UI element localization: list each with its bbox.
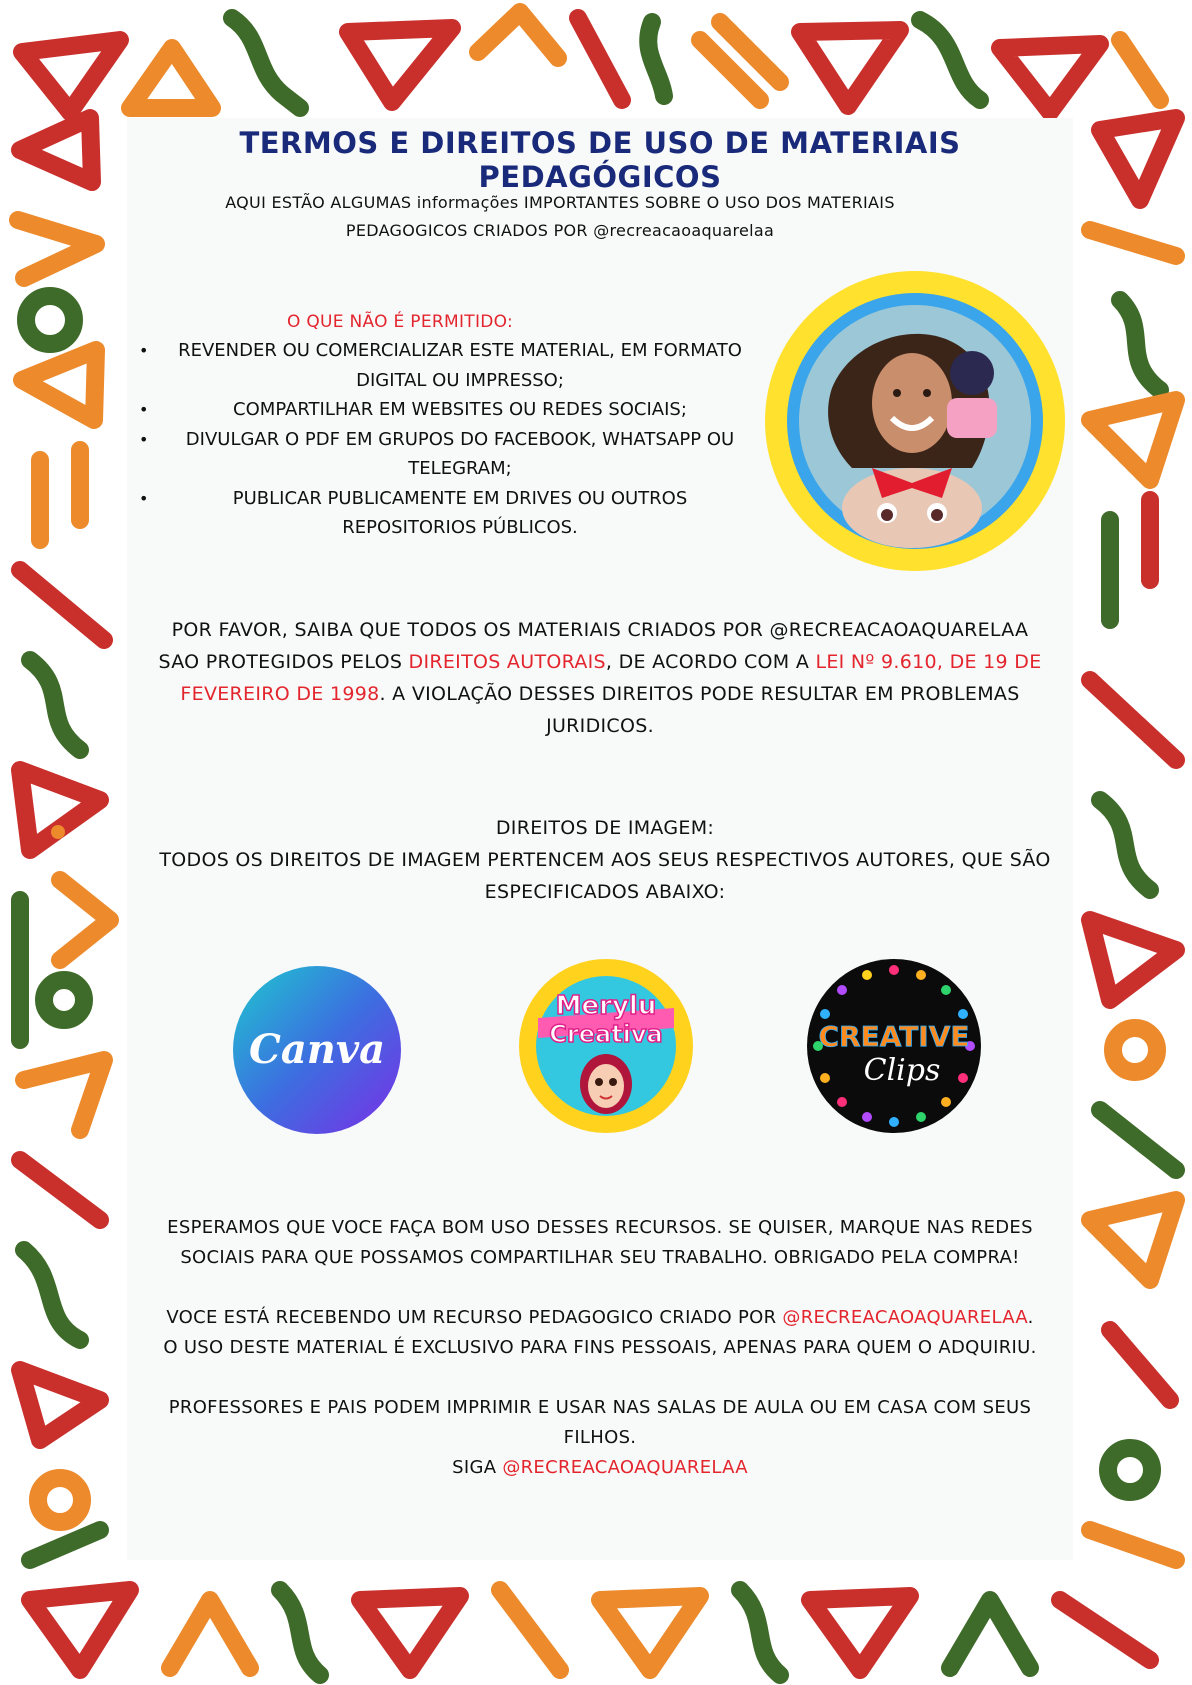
- list-item-text: DIVULGAR O PDF EM GRUPOS DO FACEBOOK, WHATSAPP OU TELEGRAM;: [185, 428, 735, 479]
- image-rights-heading: DIREITOS DE IMAGEM:: [495, 817, 715, 839]
- creative-wordmark: CREATIVE: [818, 1020, 970, 1053]
- list-item-text: PUBLICAR PUBLICAMENTE EM DRIVES OU OUTROS REPOSITORIOS PÚBLICOS.: [232, 487, 688, 538]
- list-item-text: REVENDER OU COMERCIALIZAR ESTE MATERIAL, EM FORMATO DIGITAL OU IMPRESSO;: [178, 340, 742, 391]
- copyright-highlight: DIREITOS AUTORAIS: [408, 651, 606, 673]
- canva-wordmark: Canva: [249, 1026, 385, 1073]
- image-rights-line-2: ESPECIFICADOS ABAIXO:: [484, 881, 726, 903]
- closing-text: VOCE ESTÁ RECEBENDO UM RECURSO PEDAGOGICO CRIADO POR: [166, 1307, 783, 1328]
- merylu-text-2: Creativa: [549, 1020, 663, 1048]
- image-rights-section: [150, 812, 1060, 908]
- creative-clips-logo: [806, 958, 982, 1134]
- profile-photo: [762, 268, 1068, 574]
- intro-line-2: PEDAGOGICOS CRIADOS POR: [345, 221, 594, 240]
- copyright-text-3: . A VIOLAÇÃO DESSES DIREITOS PODE RESULTAR EM PROBLEMAS JURIDICOS.: [379, 683, 1020, 737]
- list-item: [139, 395, 750, 425]
- clips-wordmark: Clips: [863, 1053, 941, 1088]
- merylu-creativa-logo: [518, 958, 694, 1134]
- copyright-text-1: POR FAVOR, SAIBA QUE TODOS OS MATERIAIS CRIADOS POR @RECREACAOAQUARELAA SAO PROTEGIDOS PELOS: [158, 619, 1029, 673]
- law-reference: LEI Nº 9.610, DE 19 DE FEVEREIRO DE 1998: [180, 651, 1042, 705]
- intro-text: [170, 189, 950, 245]
- bullet-icon: •: [139, 400, 149, 419]
- not-permitted-heading: O QUE NÃO É PERMITIDO:: [286, 312, 514, 332]
- intro-handle: @recreacaoaquarelaa: [593, 221, 775, 240]
- closing-text-2: . O USO DESTE MATERIAL É EXCLUSIVO PARA FINS PESSOAIS, APENAS PARA QUEM O ADQUIRIU.: [163, 1307, 1037, 1358]
- list-item: [139, 336, 750, 395]
- closing-paragraph-3: PROFESSORES E PAIS PODEM IMPRIMIR E USAR NAS SALAS DE AULA OU EM CASA COM SEUS FILHOS.: [168, 1397, 1032, 1448]
- bullet-icon: •: [139, 341, 149, 360]
- intro-line-1: AQUI ESTÃO ALGUMAS informações IMPORTANTES SOBRE O USO DOS MATERIAIS: [225, 193, 895, 212]
- list-item: [139, 425, 750, 484]
- bullet-icon: •: [139, 488, 149, 508]
- not-permitted-list: [139, 336, 750, 543]
- closing-handle: @RECREACAOAQUARELAA: [782, 1307, 1028, 1328]
- canva-logo: [232, 965, 402, 1135]
- bullet-icon: •: [139, 429, 149, 449]
- copyright-paragraph: [150, 614, 1050, 742]
- merylu-text-1: Merylu: [555, 991, 657, 1021]
- image-rights-line: TODOS OS DIREITOS DE IMAGEM PERTENCEM AOS SEUS RESPECTIVOS AUTORES, QUE SÃO: [159, 849, 1051, 871]
- list-item-text: COMPARTILHAR EM WEBSITES OU REDES SOCIAIS;: [233, 399, 687, 420]
- follow-text: SIGA: [452, 1457, 503, 1478]
- follow-handle: @RECREACAOAQUARELAA: [502, 1457, 748, 1478]
- closing-paragraph-1: ESPERAMOS QUE VOCE FAÇA BOM USO DESSES RECURSOS. SE QUISER, MARQUE NAS REDES SOCIAIS PARA QUE POSSAMOS COMPARTILHAR SEU TRABALHO. OBRIGADO PELA COMPRA!: [167, 1217, 1033, 1268]
- copyright-text-2: , DE ACORDO COM A: [605, 651, 816, 673]
- list-item: [139, 484, 750, 543]
- follow-line: [160, 1453, 1040, 1483]
- closing-section: [160, 1213, 1040, 1483]
- page-title: TERMOS E DIREITOS DE USO DE MATERIAIS PEDAGÓGICOS: [239, 126, 961, 194]
- closing-paragraph-2: [160, 1303, 1040, 1363]
